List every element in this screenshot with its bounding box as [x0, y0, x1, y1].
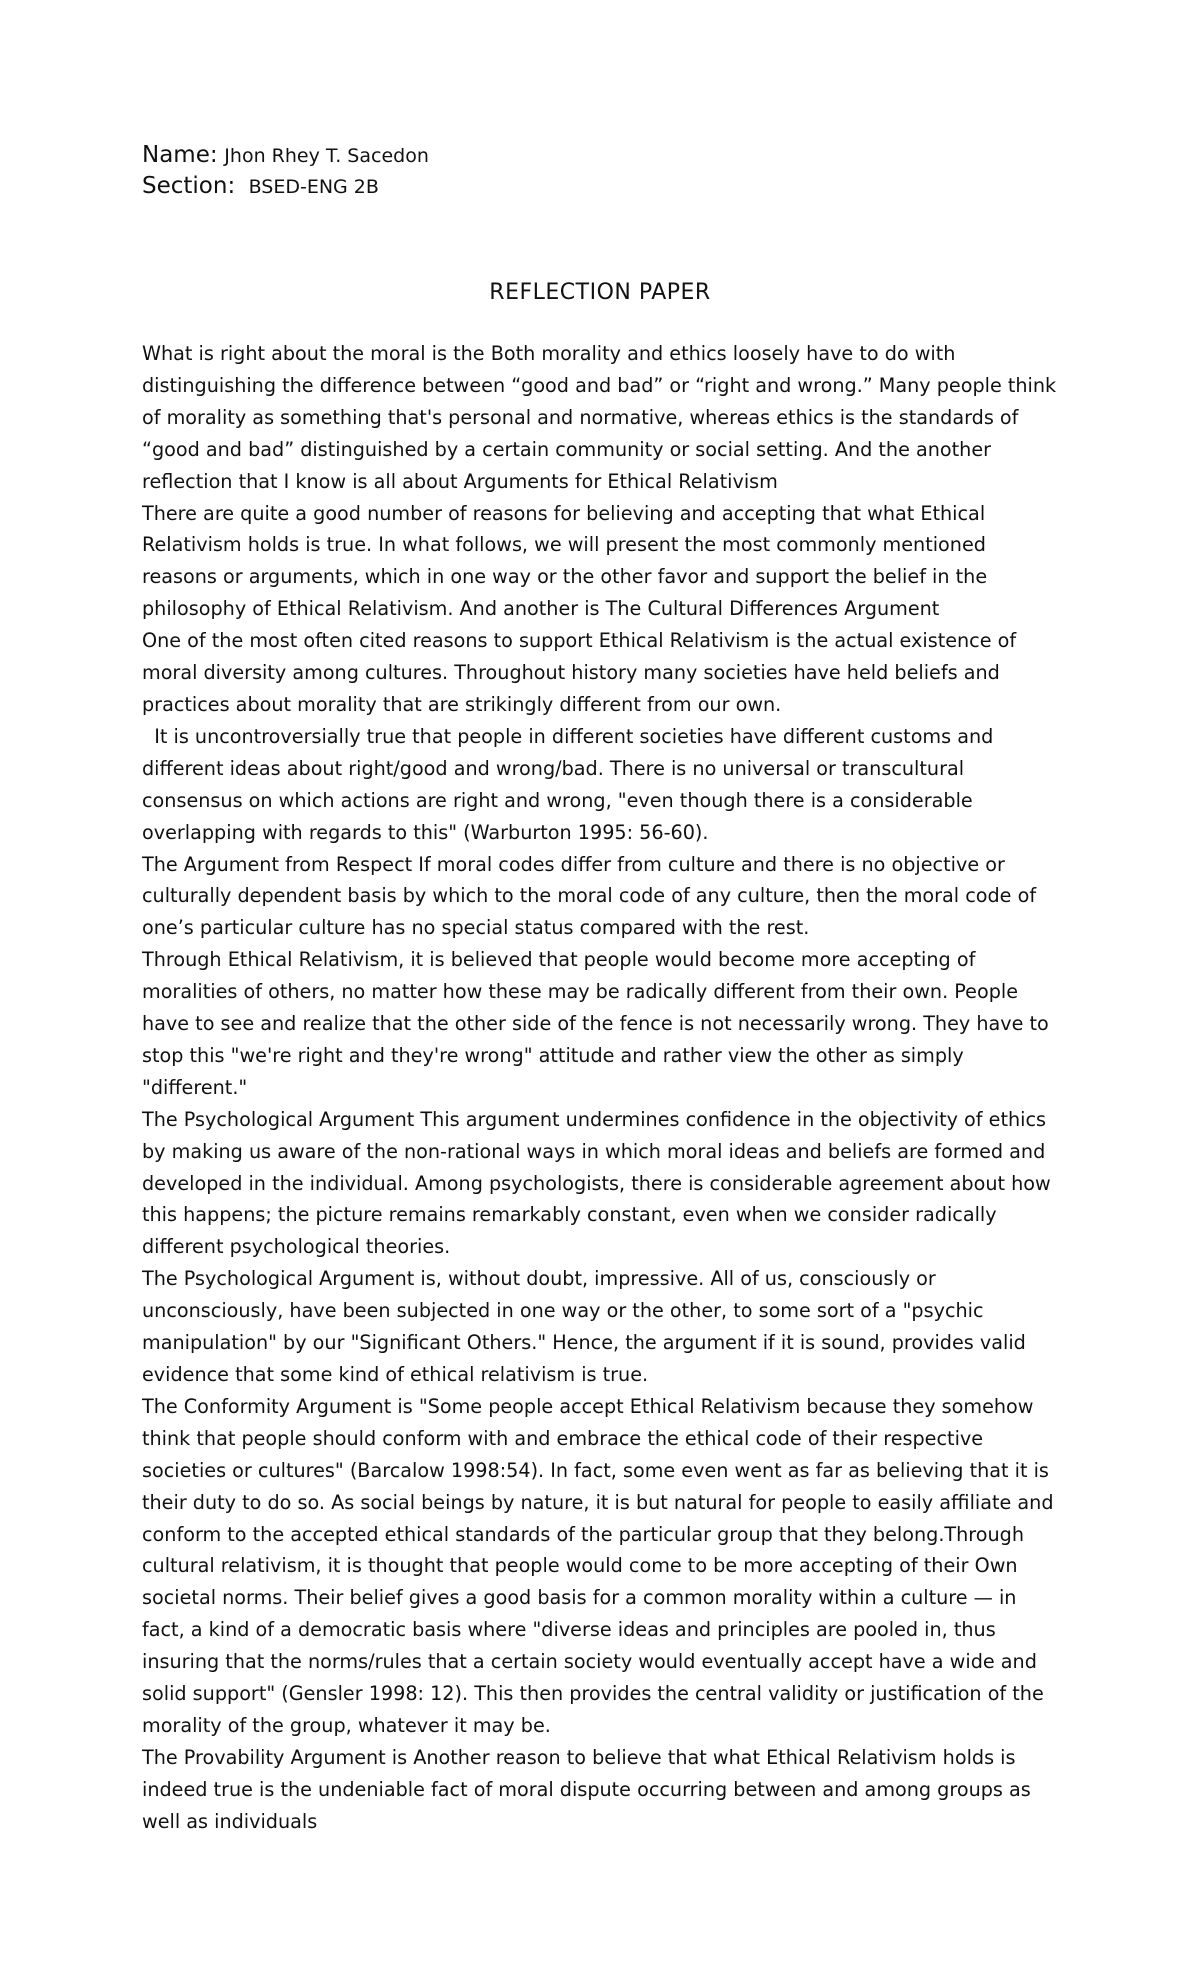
- paragraph: It is uncontroversially true that people in different societies have different customs and different ideas about right/good and wrong/bad. There is no universal or transcultural consensus on which actions are right and wrong, "even though there is a considerable overlapping with regards to this" (Warburton 1995: 56-60).: [142, 724, 1000, 844]
- paragraph: The Psychological Argument is, without doubt, impressive. All of us, consciously or unconsciously, have been subjected in one way or the other, to some sort of a "psychic manipulation" by our "Significant Others." Hence, the argument if it is sound, provides valid evidence that some kind of ethical relativism is true.: [142, 1267, 1026, 1386]
- paragraph: The Psychological Argument This argument undermines confidence in the objectivity of ethics by making us aware of the non-rational ways in which moral ideas and beliefs are formed and developed in the individual. Among psychologists, there is considerable agreement about how this happens; the picture remains remarkably constant, even when we consider radically different psychological theories.: [142, 1107, 1051, 1259]
- section-value: BSED-ENG 2B: [248, 176, 379, 198]
- paragraph: The Conformity Argument is "Some people accept Ethical Relativism because they somehow think that people should conform with and embrace the ethical code of their respective societies or cultures" (Barcalow 1998:54). In fact, some even went as far as believing that it is their duty to do so. As social beings by nature, it is but natural for people to easily affiliate and conform to the accepted ethical standards of the particular group that they belong.Through cultural relativism, it is thought that people would come to be more accepting of their Own societal norms. Their belief gives a good basis for a common morality within a culture — in fact, a kind of a democratic basis where "diverse ideas and principles are pooled in, thus insuring that the norms/rules that a certain society would eventually accept have a wide and solid support" (Gensler 1998: 12). This then provides the central validity or justification of the morality of the group, whatever it may be.: [142, 1394, 1054, 1737]
- paragraph: What is right about the moral is the Both morality and ethics loosely have to do with distinguishing the difference between “good and bad” or “right and wrong.” Many people think of morality as something that's personal and normative, whereas ethics is the standards of “good and bad” distinguished by a certain community or social setting. And the another reflection that I know is all about Arguments for Ethical Relativism: [142, 342, 1057, 493]
- paragraph: Through Ethical Relativism, it is believed that people would become more accepting of moralities of others, no matter how these may be radically different from their own. People have to see and realize that the other side of the fence is not necessarily wrong. They have to stop this "we're right and they're wrong" attitude and rather view the other as simply "different.": [142, 948, 1049, 1099]
- student-header: [142, 140, 1042, 202]
- paragraph: One of the most often cited reasons to support Ethical Relativism is the actual existence of moral diversity among cultures. Throughout history many societies have held beliefs and practices about morality that are strikingly different from our own.: [142, 629, 1017, 716]
- name-line: [142, 140, 1042, 171]
- section-line: [142, 171, 1042, 202]
- paragraph: The Provability Argument is Another reason to believe that what Ethical Relativism holds is indeed true is the undeniable fact of moral dispute occurring between and among groups as well as individuals: [142, 1745, 1031, 1833]
- paragraph: The Argument from Respect If moral codes differ from culture and there is no objective or culturally dependent basis by which to the moral code of any culture, then the moral code of one’s particular culture has no special status compared with the rest.: [142, 852, 1037, 940]
- name-value: Jhon Rhey T. Sacedon: [224, 145, 429, 167]
- name-label: Name:: [142, 142, 218, 168]
- paragraph: There are quite a good number of reasons for believing and accepting that what Ethical Relativism holds is true. In what follows, we will present the most commonly mentioned reasons or arguments, which in one way or the other favor and support the belief in the philosophy of Ethical Relativism. And another is The Cultural Differences Argument: [142, 501, 988, 621]
- section-label: Section:: [142, 173, 236, 199]
- paper-body: [142, 338, 1062, 1838]
- page-title: REFLECTION PAPER: [489, 280, 711, 305]
